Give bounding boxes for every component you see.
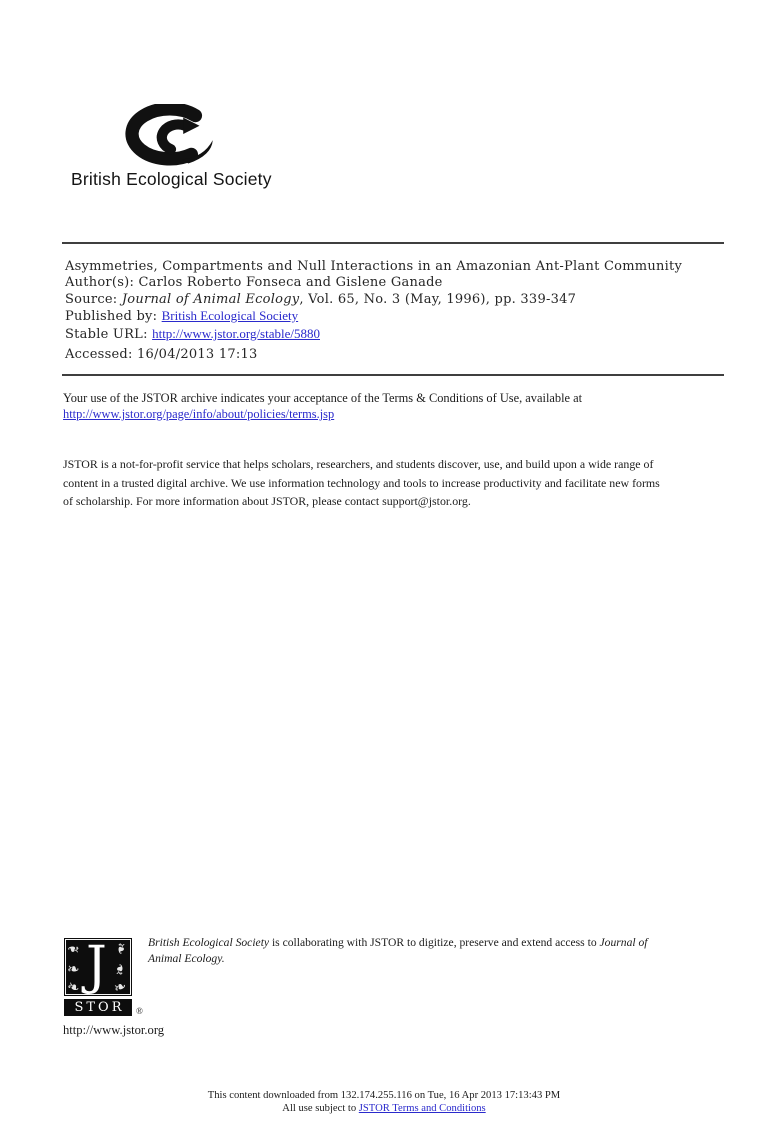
source-label: Source: <box>65 291 122 307</box>
source-rest: , Vol. 65, No. 3 (May, 1996), pp. 339-347 <box>299 291 577 307</box>
collab-journal-part2: Animal Ecology. <box>148 952 225 965</box>
collaboration-line-1: British Ecological Society is collaborating with JSTOR to digitize, preserve and extend access to Journal of <box>148 936 648 949</box>
published-by-label: Published by: <box>65 309 162 325</box>
jstor-logo-stor-band: STOR <box>64 999 132 1016</box>
bes-swirl-icon <box>119 104 225 168</box>
stable-url-label: Stable URL: <box>65 326 153 342</box>
terms-paragraph <box>63 391 582 422</box>
download-info-line: This content downloaded from 132.174.255.116 on Tue, 16 Apr 2013 17:13:43 PM <box>207 1090 561 1101</box>
flourish-icon: ❧ <box>110 963 129 976</box>
jstor-logo <box>64 938 132 996</box>
flourish-icon: ❧ <box>111 976 130 998</box>
collab-society-name: British Ecological Society <box>148 936 270 949</box>
use-subject-line: All use subject to JSTOR Terms and Conditions <box>282 1103 486 1114</box>
publisher-link[interactable]: British Ecological Society <box>161 308 299 324</box>
stable-url-link[interactable]: http://www.jstor.org/stable/5880 <box>152 325 320 341</box>
jstor-logo-j: J <box>86 936 107 996</box>
flourish-icon: ❧ <box>67 960 80 978</box>
stable-url-line <box>65 326 682 343</box>
footer-terms-link[interactable]: JSTOR Terms and Conditions <box>358 1103 486 1114</box>
authors-line: Author(s): Carlos Roberto Fonseca and Gislene Ganade <box>65 275 443 291</box>
source-line <box>65 292 682 308</box>
about-line-1: JSTOR is a not-for-profit service that helps scholars, researchers, and students discover, use, and build upon a wide range of <box>63 457 654 471</box>
flourish-icon: ❧ <box>67 940 80 958</box>
about-jstor-paragraph <box>63 455 660 511</box>
flourish-icon: ❧ <box>111 942 130 955</box>
accessed-line: Accessed: 16/04/2013 17:13 <box>65 347 258 363</box>
article-title: Asymmetries, Compartments and Null Interactions in an Amazonian Ant-Plant Community <box>65 259 683 274</box>
registered-mark: ® <box>136 1006 143 1016</box>
source-journal-title: Journal of Animal Ecology <box>121 291 300 307</box>
download-footer <box>0 1089 768 1115</box>
jstor-home-url: http://www.jstor.org <box>63 1023 165 1037</box>
collab-journal-part1: Journal of <box>599 936 648 949</box>
collaboration-note <box>148 935 648 967</box>
bes-logo-label: British Ecological Society <box>71 169 272 189</box>
divider-top <box>62 242 724 244</box>
terms-text-line: Your use of the JSTOR archive indicates your acceptance of the Terms & Conditions of Use, available at <box>63 391 583 405</box>
published-by-line <box>65 308 682 325</box>
about-line-3: of scholarship. For more information about JSTOR, please contact support@jstor.org. <box>63 494 471 509</box>
terms-policy-link[interactable]: http://www.jstor.org/page/info/about/policies/terms.jsp <box>63 406 335 421</box>
flourish-icon: ❧ <box>64 976 83 998</box>
citation-block <box>65 259 682 363</box>
divider-bottom <box>62 374 724 376</box>
collaboration-line-2 <box>148 951 648 967</box>
about-line-2: content in a trusted digital archive. We use information technology and tools to increase productivity and facilitate new forms <box>63 475 660 490</box>
